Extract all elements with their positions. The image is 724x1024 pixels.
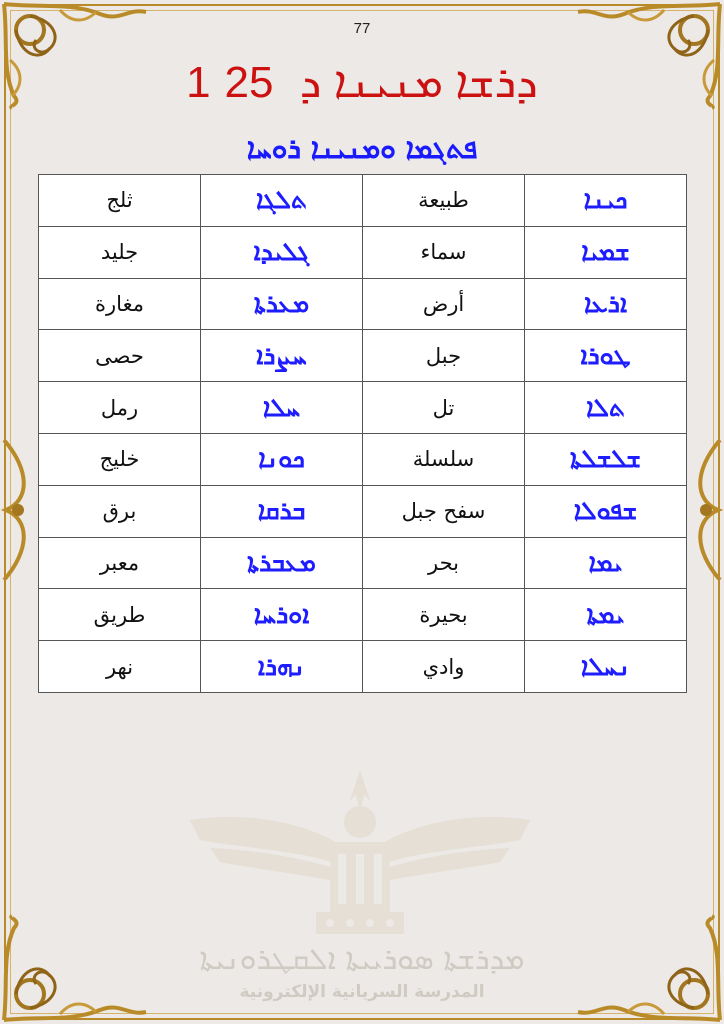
syriac-word: ܡܥܪܬܐ	[201, 278, 363, 330]
arabic-word: برق	[39, 485, 201, 537]
syriac-word: ܢܚܠܐ	[525, 641, 687, 693]
arabic-word: سلسلة	[363, 433, 525, 485]
lesson-title	[0, 58, 724, 108]
page-number: 77	[353, 20, 371, 37]
arabic-word: خليج	[39, 433, 201, 485]
table-row	[39, 382, 687, 434]
footer-school-name-arabic: المدرسة السريانية الإلكترونية	[239, 982, 485, 1002]
table-row	[39, 175, 687, 227]
arabic-word: طبيعة	[363, 175, 525, 227]
syriac-word: ܐܪܥܐ	[525, 278, 687, 330]
syriac-word: ܓܠܝܕܐ	[201, 226, 363, 278]
table-row	[39, 433, 687, 485]
arabic-word: جبل	[363, 330, 525, 382]
arabic-word: نهر	[39, 641, 201, 693]
arabic-word: ثلج	[39, 175, 201, 227]
table-row	[39, 226, 687, 278]
syriac-word: ܬܠܓܐ	[201, 175, 363, 227]
arabic-word: أرض	[363, 278, 525, 330]
arabic-word: بحيرة	[363, 589, 525, 641]
table-row	[39, 330, 687, 382]
syriac-word: ܐܘܪܚܐ	[201, 589, 363, 641]
syriac-word: ܛܘܪܐ	[525, 330, 687, 382]
syriac-word: ܒܪܩܐ	[201, 485, 363, 537]
lesson-title-right: ܕܪܫܐ ܡܢܝܢܐ	[333, 58, 538, 107]
arabic-word: وادي	[363, 641, 525, 693]
syriac-word: ܟܘܢܐ	[201, 433, 363, 485]
syriac-word: ܝܡܬܐ	[525, 589, 687, 641]
section-subtitle: ܦܬܓܡܐ ܘܡܢܝܢܐ ܪܘܚܐ	[246, 132, 478, 165]
footer-school-name-syriac: ܡܕܪܫܬܐ ܣܘܪܝܝܬܐ ܐܠܩܛܪܘܢܝܬܐ	[199, 942, 525, 977]
winged-emblem-watermark	[180, 770, 540, 940]
syriac-word: ܡܥܒܪܬܐ	[201, 537, 363, 589]
arabic-word: بحر	[363, 537, 525, 589]
arabic-word: رمل	[39, 382, 201, 434]
arabic-word: سماء	[363, 226, 525, 278]
arabic-word: حصى	[39, 330, 201, 382]
arabic-word: سفح جبل	[363, 485, 525, 537]
table-row	[39, 278, 687, 330]
syriac-word: ܝܡܐ	[525, 537, 687, 589]
table-row	[39, 589, 687, 641]
arabic-word: معبر	[39, 537, 201, 589]
side-ornament-left	[0, 440, 40, 580]
arabic-word: تل	[363, 382, 525, 434]
table-row	[39, 641, 687, 693]
syriac-word: ܫܡܝܐ	[525, 226, 687, 278]
table-row	[39, 537, 687, 589]
syriac-word: ܫܦܘܠܐ	[525, 485, 687, 537]
vocabulary-table	[38, 174, 687, 693]
lesson-title-left: 1ܕ	[186, 58, 322, 107]
syriac-word: ܟܝܢܐ	[525, 175, 687, 227]
arabic-word: مغارة	[39, 278, 201, 330]
arabic-word: طريق	[39, 589, 201, 641]
table-row	[39, 485, 687, 537]
syriac-word: ܫܠܫܠܬܐ	[525, 433, 687, 485]
syriac-word: ܬܠܐ	[525, 382, 687, 434]
side-ornament-right	[684, 440, 724, 580]
syriac-word: ܚܨܪܐ	[201, 330, 363, 382]
syriac-word: ܚܠܐ	[201, 382, 363, 434]
syriac-word: ܢܗܪܐ	[201, 641, 363, 693]
lesson-number: 25	[224, 58, 274, 107]
arabic-word: جليد	[39, 226, 201, 278]
